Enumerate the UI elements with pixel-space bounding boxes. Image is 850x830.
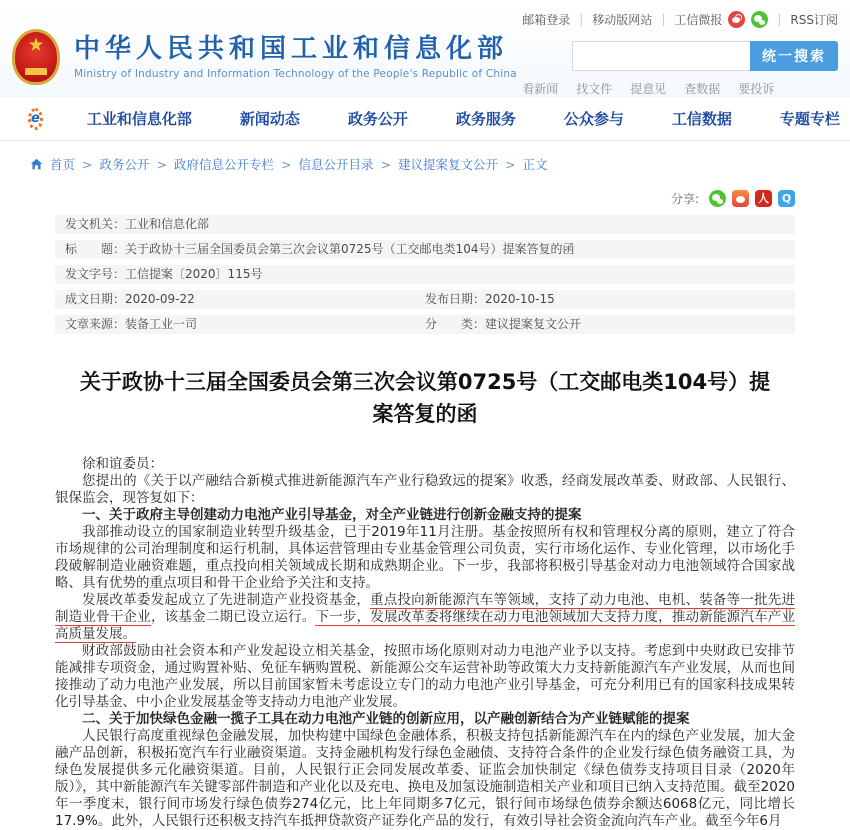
paragraph: 我部推动设立的国家制造业转型升级基金，已于2019年11月注册。基金按照所有权和管理权分离的原则，建立了符合市场规律的公司治理制度和运行机制，具体运营管理由专业基金管理公司负责，实行市场化运作、专业化管理，以市场化手段破解制造业融资难题，重点投向相关领域成长期和成熟期企业。下一步，我部将积极引导基金对动力电池领域符合国家战略、具有优势的重点项目和骨干企业给予关注和支持。: [55, 524, 795, 591]
paragraph: 财政部鼓励由社会资本和产业发起设立相关基金，按照市场化原则对动力电池产业予以支持。考虑到中央财政已安排节能减排专项资金，通过购置补贴、免征车辆购置税、新能源公交车运营补助等政策大力支持新能源汽车产业发展，从而也间接推动了动力电池产业发展，所以目前国家暂未考虑设立专门的动力电池产业引导基金，可充分利用已有的国家科技成果转化引导基金、中小企业发展基金等支持动力电池产业发展。: [55, 643, 795, 710]
breadcrumb-home[interactable]: 首页: [50, 157, 76, 172]
main-nav: [0, 97, 850, 141]
weibo-icon[interactable]: [728, 11, 745, 28]
site-title: 中华人民共和国工业和信息化部: [74, 33, 509, 64]
meta-value: 2020-10-15: [485, 292, 555, 306]
mail-login-link[interactable]: 邮箱登录: [522, 12, 571, 27]
share-wechat-icon[interactable]: [709, 190, 726, 207]
miit-gear-logo-icon[interactable]: e: [28, 108, 43, 130]
meta-label: 标 题：: [65, 242, 126, 256]
search-input[interactable]: [572, 41, 750, 71]
breadcrumb-separator: >: [380, 156, 391, 172]
breadcrumb-proposal-replies[interactable]: 建议提案复文公开: [398, 157, 499, 172]
meta-label: 分 类：: [425, 317, 486, 331]
page-title: 关于政协十三届全国委员会第三次会议第0725号（工交邮电类104号）提案答复的函: [79, 370, 771, 426]
divider: |: [661, 12, 666, 26]
meta-value: 2020-09-22: [125, 292, 195, 306]
quick-link-files[interactable]: 找文件: [576, 82, 613, 96]
meta-label: 发文字号：: [65, 267, 126, 281]
article-body: [55, 456, 795, 830]
breadcrumb-separator: >: [281, 156, 292, 172]
site-logo-link[interactable]: [12, 16, 517, 97]
divider: |: [579, 12, 584, 26]
unified-search-button[interactable]: 统一搜索: [750, 41, 838, 71]
meta-value: 装备工业一司: [125, 317, 198, 331]
nav-item-miit[interactable]: 工业和信息化部: [86, 110, 192, 128]
nav-item-topics[interactable]: 专题专栏: [779, 110, 840, 128]
paragraph-intro: 您提出的《关于以产融结合新模式推进新能源汽车产业行稳致远的提案》收悉，经商发展改革委、财政部、人民银行、银保监会，现答复如下：: [55, 473, 795, 506]
share-people-icon[interactable]: 人: [755, 190, 772, 207]
search-quick-links: [522, 80, 774, 97]
meta-row-title: [55, 240, 795, 259]
mobile-site-link[interactable]: 移动版网站: [592, 12, 653, 27]
rss-link[interactable]: RSS订阅: [790, 12, 838, 27]
nav-item-public[interactable]: 公众参与: [563, 110, 624, 128]
breadcrumb-separator: >: [82, 156, 93, 172]
share-label: 分享:: [670, 191, 699, 206]
breadcrumb-current: 正文: [522, 157, 548, 172]
article-container: [55, 185, 795, 830]
meta-label: 发布日期：: [425, 292, 486, 306]
meta-value: 工信提案〔2020〕115号: [125, 267, 263, 281]
nav-item-news[interactable]: 新闻动态: [239, 110, 300, 128]
text-segment: 发展改革委发起成立了先进制造产业投资基金，: [82, 592, 371, 608]
emblem-star-icon: ★: [27, 33, 45, 56]
red-underlined-text: 重点投向新能源汽车等领域，支持了动力电池、电机、装备等一批先进制造业骨干企业: [55, 592, 796, 625]
nav-item-gov-services[interactable]: 政务服务: [455, 110, 516, 128]
share-qq-icon[interactable]: Q: [778, 190, 795, 207]
site-header: [0, 0, 850, 97]
divider: |: [777, 12, 782, 26]
breadcrumb-separator: >: [156, 156, 167, 172]
wechat-icon[interactable]: [751, 11, 768, 28]
meta-value: 关于政协十三届全国委员会第三次会议第0725号（工交邮电类104号）提案答复的函: [125, 242, 575, 256]
breadcrumb: [0, 141, 850, 183]
breadcrumb-disclosure-column[interactable]: 政府信息公开专栏: [174, 157, 275, 172]
quick-link-data[interactable]: 查数据: [684, 82, 721, 96]
paragraph: 人民银行高度重视绿色金融发展，加快构建中国绿色金融体系，积极支持包括新能源汽车在内的绿色产业发展，加大金融产品创新，积极拓宽汽车行业融资渠道。支持金融机构发行绿色金融债、支持符合条件的企业发行绿色债务融资工具，为绿色发展提供多元化融资渠道。目前，人民银行正会同发展改革委、证监会加快制定《绿色债券支持项目目录（2020年版）》，其中新能源汽车关键零部件制造和产业化以及充电、换电及加氢设施制造相关产业和项目已纳入支持范围。截至2020年一季度末，银行间市场发行绿色债券274亿元，比上年同期多7亿元，银行间市场绿色债券余额达6068亿元，同比增长17.9%。此外，人民银行还积极支持汽车抵押贷款资产证券化产品的发行，有效引导社会资金流向汽车产业。截至今年6月: [55, 728, 795, 829]
meta-row-issuing-agency: [55, 215, 795, 234]
text-segment: ，该基金二期已设立运行。: [150, 609, 316, 625]
meta-label: 成文日期：: [65, 292, 126, 306]
national-emblem-icon: [12, 29, 60, 85]
paragraph-with-annotation: [55, 592, 795, 643]
share-bar: [55, 185, 795, 211]
quick-link-complain[interactable]: 要投诉: [738, 82, 775, 96]
red-underlined-text: 下一步，发展改革委将继续在动力电池领域加大支持力度，推动新能源汽车产业高质量发展。: [55, 609, 796, 642]
meta-value: 建议提案复文公开: [485, 317, 582, 331]
breadcrumb-catalog[interactable]: 信息公开目录: [298, 157, 374, 172]
site-subtitle: Ministry of Industry and Information Technology of the People's Republic of China: [74, 67, 517, 80]
meta-label: 发文机关：: [65, 217, 126, 231]
meta-row-dates: [55, 290, 795, 309]
quick-link-suggest[interactable]: 提意见: [630, 82, 667, 96]
breadcrumb-separator: >: [505, 156, 516, 172]
share-weibo-icon[interactable]: [732, 190, 749, 207]
home-icon[interactable]: [30, 158, 43, 171]
breadcrumb-gov-info[interactable]: 政务公开: [99, 157, 150, 172]
meta-row-doc-number: [55, 265, 795, 284]
section-heading-2: 二、关于加快绿色金融一揽子工具在动力电池产业链的创新应用，以产融创新结合为产业链赋能的提案: [82, 711, 690, 727]
emblem-gate-icon: [25, 68, 47, 75]
top-links: [522, 8, 838, 30]
quick-link-news[interactable]: 看新闻: [522, 82, 559, 96]
meta-row-source-category: [55, 315, 795, 334]
salutation: 徐和谊委员：: [82, 456, 163, 472]
meta-value: 工业和信息化部: [125, 217, 210, 231]
meta-label: 文章来源：: [65, 317, 126, 331]
weibo-account-link[interactable]: 工信微报: [674, 12, 723, 27]
document-meta-table: [55, 215, 795, 334]
nav-item-data[interactable]: 工信数据: [671, 110, 732, 128]
section-heading-1: 一、关于政府主导创建动力电池产业引导基金，对全产业链进行创新金融支持的提案: [82, 507, 582, 523]
nav-item-gov-info[interactable]: 政务公开: [347, 110, 408, 128]
